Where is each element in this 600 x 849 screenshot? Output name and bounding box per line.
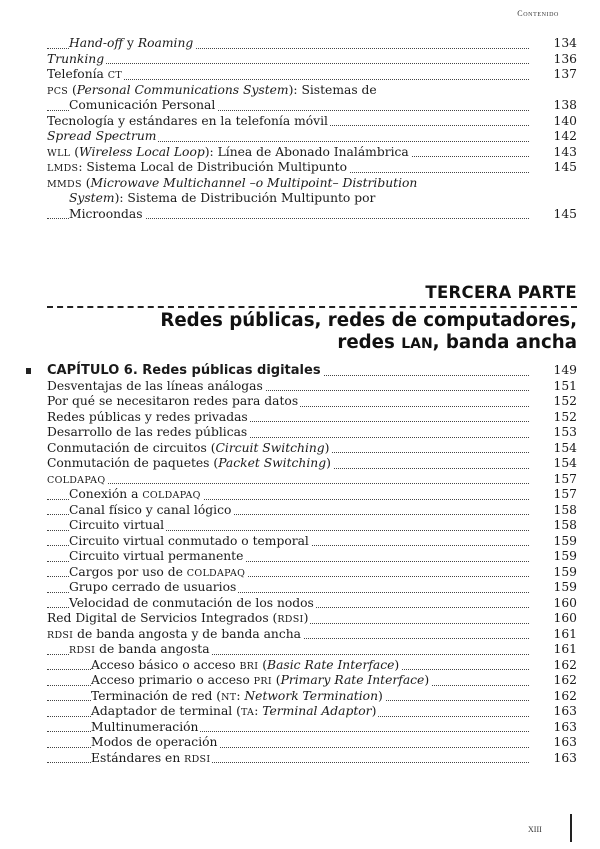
entry-title [47,425,249,439]
entry-title-text: ( [81,175,91,190]
entry-title [47,441,331,455]
page-number: 158 [541,518,577,534]
toc-entry[interactable] [47,191,577,207]
page-number: 162 [541,673,577,689]
entry-title-text: Circuito virtual conmutado o temporal [69,533,309,548]
entry-title [69,98,217,112]
entry-title [47,83,379,97]
entry-title-abbrev: COLDAPAQ [47,474,106,486]
toc-entry[interactable] [47,611,577,627]
entry-title-text: Desventajas de las líneas análogas [47,378,263,393]
toc-entry[interactable] [47,704,577,720]
entry-title-text: Adaptador de terminal ( [91,704,241,718]
toc-entry[interactable] [47,673,577,689]
page-number: 151 [541,379,577,395]
chapter-label: CAPÍTULO 6. Redes públicas digitales [47,363,321,378]
entry-title-text: de banda angosta y de banda ancha [73,626,301,641]
entry-title-text: ) [303,611,309,625]
page-number: 159 [541,580,577,596]
toc-entry[interactable] [47,751,577,767]
page-number: 162 [541,689,577,705]
part-label: TERCERA PARTE [425,283,577,302]
entry-title [47,394,300,408]
dashed-rule [47,306,577,308]
entry-title-text: ( [68,82,77,97]
entry-title [91,689,385,703]
entry-title [69,565,247,579]
entry-title-text: ( [271,673,281,687]
dot-leader [47,483,529,484]
part-heading [47,283,577,355]
entry-title-text: y [123,36,138,50]
page-number: 160 [541,611,577,627]
entry-title-italic: Spread Spectrum [47,129,157,143]
entry-title-text: Cargos por uso de [69,564,187,579]
entry-title-text: Acceso básico o acceso [91,657,240,672]
page-number: 158 [541,503,577,519]
entry-title-text: Circuito virtual permanente [69,549,244,563]
part-title-line-1: Redes públicas, redes de computadores, [160,310,577,331]
entry-title [69,191,377,205]
entry-title [91,751,212,765]
entry-title-text: Microondas [69,206,143,221]
toc-entry[interactable] [47,425,577,441]
entry-title-abbrev: TA [240,707,255,718]
entry-title-text: Estándares en [91,750,185,765]
entry-title-abbrev: PRI [253,676,272,687]
entry-title [47,472,107,486]
entry-title-text: : [236,688,245,703]
entry-title [47,456,333,470]
entry-title-italic: Network Termination [244,688,378,703]
toc-entry[interactable] [47,67,577,83]
toc-entry[interactable] [47,534,577,550]
entry-title [69,487,203,501]
page-number: 163 [541,704,577,720]
page-number: 140 [541,114,577,130]
entry-title-text: Conexión a [69,487,143,501]
toc-entry[interactable] [47,503,577,519]
part-title-text: , banda ancha [432,332,577,353]
entry-title-abbrev: RDSI [277,614,304,625]
page-number: 159 [541,534,577,550]
toc-entry[interactable] [47,36,577,52]
page-number: 142 [541,129,577,145]
entry-title-text: Desarrollo de las redes públicas [47,425,248,439]
toc-entry[interactable] [47,160,577,176]
entry-title-text: : Sistema Local de Distribución Multipunto [78,160,347,174]
entry-title-abbrev: RDSI [69,645,96,656]
toc-entry[interactable] [47,207,577,223]
entry-title-abbrev: LMDS [47,163,79,174]
entry-title-italic: Personal Communications System [76,82,289,97]
bullet-square-icon [26,368,31,374]
page-number: 163 [541,720,577,736]
toc-entry[interactable] [47,145,577,161]
entry-title-abbrev: RDSI [184,753,211,765]
entry-title [47,129,158,143]
page-number: 138 [541,98,577,114]
entry-title [47,145,411,159]
toc-entry[interactable] [47,689,577,705]
folio: XIII [528,825,542,834]
entry-title-text: Red Digital de Servicios Integrados ( [47,611,278,625]
entry-title [91,735,219,749]
page-number: 136 [541,52,577,68]
entry-title-text: Acceso primario o acceso [91,673,254,687]
entry-title [47,176,419,190]
entry-title-italic: Microwave Multichannel –o Multipoint– Distribution [90,175,418,190]
entry-title-text: Velocidad de conmutación de los nodos [69,595,314,610]
entry-title-text: ) [326,456,331,470]
toc-entry[interactable] [47,441,577,457]
entry-title-text: Grupo cerrado de usuarios [69,580,237,594]
entry-title [47,160,349,174]
entry-title-italic: Wireless Local Loop [79,144,205,159]
entry-title-text: ) [424,673,430,687]
entry-title [69,596,316,610]
page-number: 152 [541,394,577,410]
page-number: 154 [541,441,577,457]
running-head: Contenido [517,9,559,18]
part-title [47,310,577,355]
entry-title [47,611,310,625]
entry-title-text: ) [394,657,400,672]
toc-chapter-section [47,363,577,766]
toc-chapter-entry[interactable] [47,363,577,379]
entry-title-abbrev: WLL [47,147,71,159]
toc-entry[interactable] [47,487,577,503]
page-number: 163 [541,751,577,767]
page-number: 145 [541,207,577,223]
entry-title [47,379,265,393]
toc-entry[interactable] [47,394,577,410]
entry-title-text: : [254,704,263,718]
entry-title-text: Modos de operación [91,735,218,749]
toc-entry[interactable] [47,472,577,488]
toc-entry[interactable] [47,52,577,68]
toc-entry[interactable] [47,658,577,674]
page-number: 134 [541,36,577,52]
entry-title-text: Canal físico y canal lógico [69,502,232,517]
entry-title [69,549,245,563]
page-number: 160 [541,596,577,612]
page-number: 161 [541,642,577,658]
entry-title-abbrev: MMDS [47,178,82,190]
entry-title-text: de banda angosta [95,642,210,656]
entry-title-text: ( [258,657,268,672]
entry-title [69,36,195,50]
entry-title-italic: Circuit Switching [215,440,325,455]
entry-title [91,673,431,687]
part-title-abbrev: LAN [401,336,433,352]
entry-title-italic: Packet Switching [218,456,327,470]
part-title-text: redes [337,332,402,353]
entry-title [69,534,311,548]
entry-title [69,642,212,656]
entry-title [47,410,250,424]
entry-title-italic: Roaming [137,36,194,50]
entry-title-text: ( [70,144,80,159]
entry-title-text: Redes públicas y redes privadas [47,409,248,424]
page-number: 157 [541,487,577,503]
page-number: 137 [541,67,577,83]
entry-title-text: Conmutación de paquetes ( [47,456,219,470]
dot-leader [47,63,529,64]
page-number: 163 [541,735,577,751]
entry-title-abbrev: PCS [47,85,69,97]
toc-entry[interactable] [47,596,577,612]
toc-entry[interactable] [47,549,577,565]
entry-title [69,207,145,221]
page-number: 152 [541,410,577,426]
page-number: 153 [541,425,577,441]
entry-title-abbrev: COLDAPAQ [142,490,201,501]
entry-title-italic: Primary Rate Interface [280,673,425,687]
entry-title [91,704,378,718]
entry-title-italic: System [69,191,115,205]
entry-title-italic: Hand-off [69,36,124,50]
entry-title-text: Multinumeración [91,719,199,734]
entry-title [69,580,238,594]
entry-title-text: ): Sistemas de [288,82,377,97]
toc-entry[interactable] [47,129,577,145]
entry-title-text: Circuito virtual [69,518,165,532]
entry-title-text: Conmutación de circuitos ( [47,440,216,455]
page-number: 157 [541,472,577,488]
entry-title [69,518,166,532]
toc-entry[interactable] [47,580,577,596]
entry-title-abbrev: CT [107,70,123,81]
toc-entry[interactable] [47,379,577,395]
entry-title [47,114,330,128]
folio-rule [570,814,572,842]
entry-title-italic: Basic Rate Interface [267,657,395,672]
toc-entry[interactable] [47,456,577,472]
toc-entry[interactable] [47,565,577,581]
toc-entry[interactable] [47,627,577,643]
page-number: 149 [541,363,577,379]
entry-title-abbrev: BRI [239,660,259,672]
page-number: 159 [541,565,577,581]
entry-title-text: Por qué se necesitaron redes para datos [47,394,299,408]
toc-entry[interactable] [47,176,577,192]
entry-title [91,658,401,672]
entry-title [69,503,233,517]
entry-title-text: ): Línea de Abonado Inalámbrica [204,144,409,159]
toc-entry[interactable] [47,114,577,130]
page-number: 162 [541,658,577,674]
entry-title-text: Tecnología y estándares en la telefonía móvil [47,113,328,128]
entry-title-italic: Trunking [47,51,105,66]
toc-chapter-entries [47,379,577,767]
page-number: 159 [541,549,577,565]
entry-title [47,67,124,81]
toc-entry[interactable] [47,83,577,99]
entry-title-abbrev: NT [221,691,237,703]
toc-entry[interactable] [47,98,577,114]
page-number: 161 [541,627,577,643]
toc-entry[interactable] [47,410,577,426]
entry-title-text: ) [378,688,383,703]
entry-title-italic: Terminal Adaptor [262,704,372,718]
toc-entry[interactable] [47,518,577,534]
entry-title-text: ) [371,704,377,718]
entry-title [91,720,200,734]
page-number: 145 [541,160,577,176]
entry-title [47,52,106,66]
part-title-line-2 [47,332,577,355]
toc-entry[interactable] [47,735,577,751]
entry-title-text: Telefonía [47,67,108,81]
entry-title-text: Comunicación Personal [69,98,216,112]
entry-title [47,627,303,641]
entry-title-text: ) [324,440,330,455]
entry-title-text: Terminación de red ( [91,688,222,703]
toc-entry[interactable] [47,642,577,658]
toc-top-section [47,36,577,222]
entry-title-text: ): Sistema de Distribución Multipunto por [114,191,376,205]
page-number: 143 [541,145,577,161]
page-number: 154 [541,456,577,472]
toc-entry[interactable] [47,720,577,736]
entry-title-abbrev: RDSI [47,629,74,641]
entry-title-abbrev: COLDAPAQ [186,567,246,579]
